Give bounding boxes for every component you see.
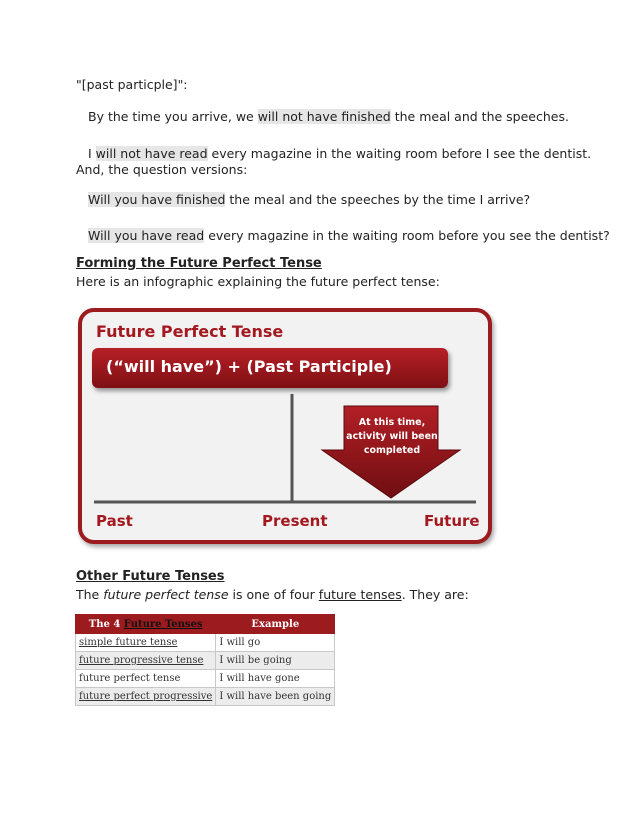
tense-link[interactable]: future perfect progressive — [76, 688, 216, 706]
arrow-text-line-1: At this time, — [358, 417, 426, 428]
text: is one of four — [228, 587, 319, 602]
future-tenses-link[interactable]: future tenses — [318, 587, 402, 602]
highlight: Will you have read — [88, 228, 205, 243]
text: The 4 — [88, 618, 124, 630]
future-tenses-table — [75, 614, 335, 706]
table-row — [76, 688, 335, 706]
label-future: Future — [424, 512, 480, 530]
formula-bar — [92, 348, 448, 388]
example-cell: I will have been going — [216, 688, 335, 706]
text: every magazine in the waiting room before you see the dentist? — [204, 228, 610, 243]
table-row — [76, 670, 335, 688]
tense-link[interactable]: future progressive tense — [76, 652, 216, 670]
past-participle-label: "[past particple]": — [76, 77, 188, 92]
tense-link[interactable]: simple future tense — [76, 634, 216, 652]
emphasis: future perfect tense — [103, 587, 229, 602]
text: The — [76, 587, 104, 602]
text: the meal and the speeches. — [390, 109, 569, 124]
question-intro: And, the question versions: — [76, 162, 248, 177]
text: . They are: — [401, 587, 469, 602]
table-row — [76, 652, 335, 670]
forming-text: Here is an infographic explaining the future perfect tense: — [76, 274, 440, 289]
formula-text: (“will have”) + (Past Participle) — [106, 357, 392, 376]
highlight: Will you have finished — [88, 192, 226, 207]
example-cell: I will be going — [216, 652, 335, 670]
infographic-title: Future Perfect Tense — [96, 322, 284, 341]
header-future-tenses-link[interactable]: Future Tenses — [123, 618, 203, 630]
arrow-text-line-3: completed — [363, 445, 421, 456]
text: the meal and the speeches by the time I arrive? — [225, 192, 531, 207]
example-cell: I will go — [216, 634, 335, 652]
text: I — [88, 146, 96, 161]
tense-cell: future perfect tense — [76, 670, 216, 688]
text: every magazine in the waiting room before I see the dentist. — [207, 146, 592, 161]
example-cell: I will have gone — [216, 670, 335, 688]
example-sentence-1 — [88, 109, 569, 125]
example-sentence-2 — [88, 146, 591, 162]
table-header-row — [76, 615, 335, 634]
question-sentence-1 — [88, 192, 530, 208]
label-present: Present — [262, 512, 328, 530]
question-sentence-2 — [88, 228, 610, 244]
future-perfect-infographic — [78, 308, 492, 544]
other-tenses-text — [76, 587, 469, 603]
arrow-text-line-2: activity will been — [346, 431, 438, 442]
other-tenses-heading: Other Future Tenses — [76, 569, 225, 584]
header-tenses — [76, 615, 216, 634]
text: By the time you arrive, we — [88, 109, 258, 124]
forming-heading: Forming the Future Perfect Tense — [76, 256, 322, 271]
table-row — [76, 634, 335, 652]
label-past: Past — [96, 512, 133, 530]
header-example: Example — [216, 615, 335, 634]
highlight: will not have read — [95, 146, 208, 161]
highlight: will not have finished — [257, 109, 391, 124]
